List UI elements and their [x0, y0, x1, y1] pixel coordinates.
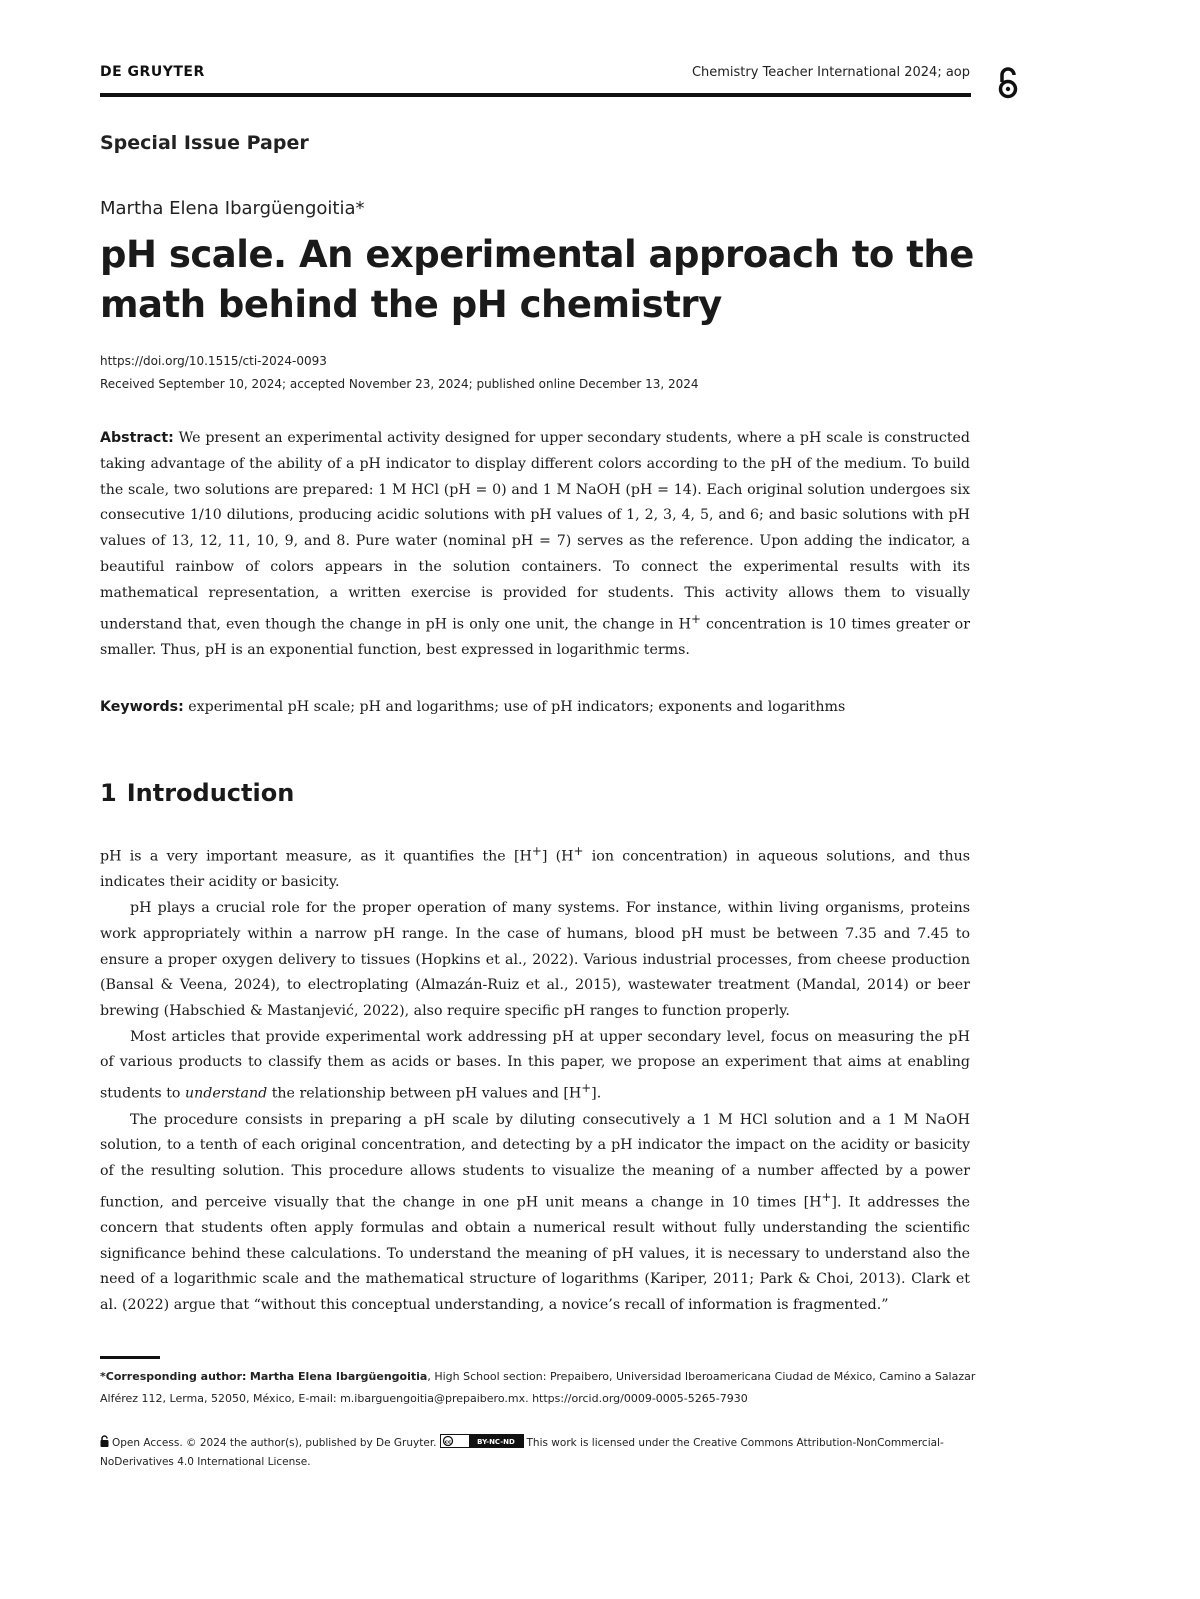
open-access-icon [998, 66, 1018, 100]
license-text-b: This work is licensed under the Creative Commons Attribution-NonCommercial-NoDerivatives 4.0 International License. [100, 1437, 944, 1468]
cc-badge-label: BY-NC-ND [476, 1438, 515, 1446]
superscript-plus: + [690, 611, 701, 626]
lock-icon [100, 1435, 109, 1447]
text-run: ]. [591, 1085, 602, 1102]
author-name: Martha Elena Ibargüengoitia* [100, 198, 365, 219]
section-number: 1 [100, 779, 117, 807]
publisher-logo: DE GRUYTER [100, 64, 205, 80]
footnote-rule [100, 1356, 160, 1359]
keywords-text: experimental pH scale; pH and logarithms; use of pH indicators; exponents and logarithms [188, 699, 846, 715]
paragraph-1 [100, 839, 970, 896]
header-rule [100, 93, 971, 97]
footnote-author: Martha Elena Ibargüengoitia [249, 1370, 428, 1383]
corresponding-author-footnote [100, 1366, 980, 1410]
section-title: Introduction [126, 779, 295, 807]
title-line-1: pH scale. An experimental approach to the [100, 233, 974, 276]
cc-license-badge[interactable] [440, 1434, 524, 1448]
paper-type: Special Issue Paper [100, 132, 309, 154]
section-heading [100, 779, 294, 807]
footnote-label: *Corresponding author: [100, 1370, 247, 1383]
paragraph-2: pH plays a crucial role for the proper operation of many systems. For instance, within living organisms, proteins work appropriately within a narrow pH range. In the case of humans, blood pH must be between 7.35 and 7.45 to ensure a proper oxygen delivery to tissues (Hopkins et al., 2022). Various industrial processes, from cheese production (Bansal & Veena, 2024), to electroplating (Almazán-Ruiz et al., 2015), wastewater treatment (Mandal, 2014) or beer brewing (Habschied & Mastanjević, 2022), also require specific pH ranges to function properly. [100, 900, 970, 1019]
superscript-plus: + [531, 844, 542, 858]
text-run: the relationship between pH values and [H [267, 1085, 582, 1102]
title-line-2: math behind the pH chemistry [100, 283, 722, 326]
paragraph-3 [100, 1025, 970, 1108]
journal-info: Chemistry Teacher International 2024; aop [691, 65, 970, 80]
text-run: ion concentration) in aqueous solutions, and thus indicates their acidity or basicity. [100, 848, 971, 891]
footnote-text: , High School section: Prepaibero, Universidad Iberoamericana Ciudad de México, Camino a Salazar Alférez 112, Lerma, 52050, México, E-mail: m.ibarguengoitia@prepaibero.mx. https://orcid.org/0009-0005-5265-7930 [100, 1370, 976, 1405]
publication-dates: Received September 10, 2024; accepted November 23, 2024; published online December 13, 2024 [100, 377, 699, 391]
running-header [100, 62, 970, 92]
paper-title [100, 230, 980, 330]
keywords [100, 695, 970, 720]
license-text-a: Open Access. © 2024 the author(s), published by De Gruyter. [112, 1437, 437, 1449]
text-run: pH is a very important measure, as it quantifies the [H [100, 848, 532, 865]
superscript-plus: + [821, 1189, 832, 1204]
body-text [100, 839, 970, 1319]
license-statement [100, 1434, 980, 1472]
svg-text:cc: cc [444, 1439, 451, 1446]
text-run: Most articles that provide experimental work addressing pH at upper secondary level, focus on measuring the pH of various products to classify them as acids or bases. In this paper, we propose an experiment that aims at enabling students to [100, 1028, 970, 1102]
keywords-label: Keywords: [100, 699, 184, 715]
abstract [100, 426, 970, 664]
text-run: The procedure consists in preparing a pH scale by diluting consecutively a 1 M HCl solution and a 1 M NaOH solution, to a tenth of each original concentration, and detecting by a pH indicator the impact on the acidity or basicity of the resulting solution. This procedure allows students to visualize the meaning of a number affected by a power function, and perceive visually that the change in one pH unit means a change in 10 times [H [100, 1111, 970, 1211]
abstract-label: Abstract: [100, 430, 174, 446]
abstract-text-end: concentration is 10 times greater or smaller. Thus, pH is an exponential function, best expressed in logarithmic terms. [100, 616, 971, 659]
paragraph-4 [100, 1108, 970, 1319]
superscript-plus: + [581, 1081, 592, 1096]
text-run: ]. It addresses the concern that students often apply formulas and obtain a numerical result without fully understanding the scientific significance behind these calculations. To understand the meaning of pH values, it is necessary to understand also the need of a logarithmic scale and the mathematical structure of logarithms (Kariper, 2011; Park & Choi, 2013). Clark et al. (2022) argue that “without this conceptual understanding, a novice’s recall of information is fragmented.” [100, 1194, 970, 1314]
emphasis: understand [184, 1085, 268, 1102]
abstract-text: We present an experimental activity designed for upper secondary students, where a pH scale is constructed taking advantage of the ability of a pH indicator to display different colors according to the pH of the medium. To build the scale, two solutions are prepared: 1 M HCl (pH = 0) and 1 M NaOH (pH = 14). Each original solution undergoes six consecutive 1/10 dilutions, producing acidic solutions with pH values of 1, 2, 3, 4, 5, and 6; and basic solutions with pH values of 13, 12, 11, 10, 9, and 8. Pure water (nominal pH = 7) serves as the reference. Upon adding the indicator, a beautiful rainbow of colors appears in the solution containers. To connect the experimental results with its mathematical representation, a written exercise is provided for students. This activity allows them to visually understand that, even though the change in pH is only one unit, the change in H [100, 430, 970, 633]
superscript-plus: + [573, 844, 584, 858]
doi-link[interactable]: https://doi.org/10.1515/cti-2024-0093 [100, 354, 327, 368]
text-run: ] (H [541, 848, 574, 865]
